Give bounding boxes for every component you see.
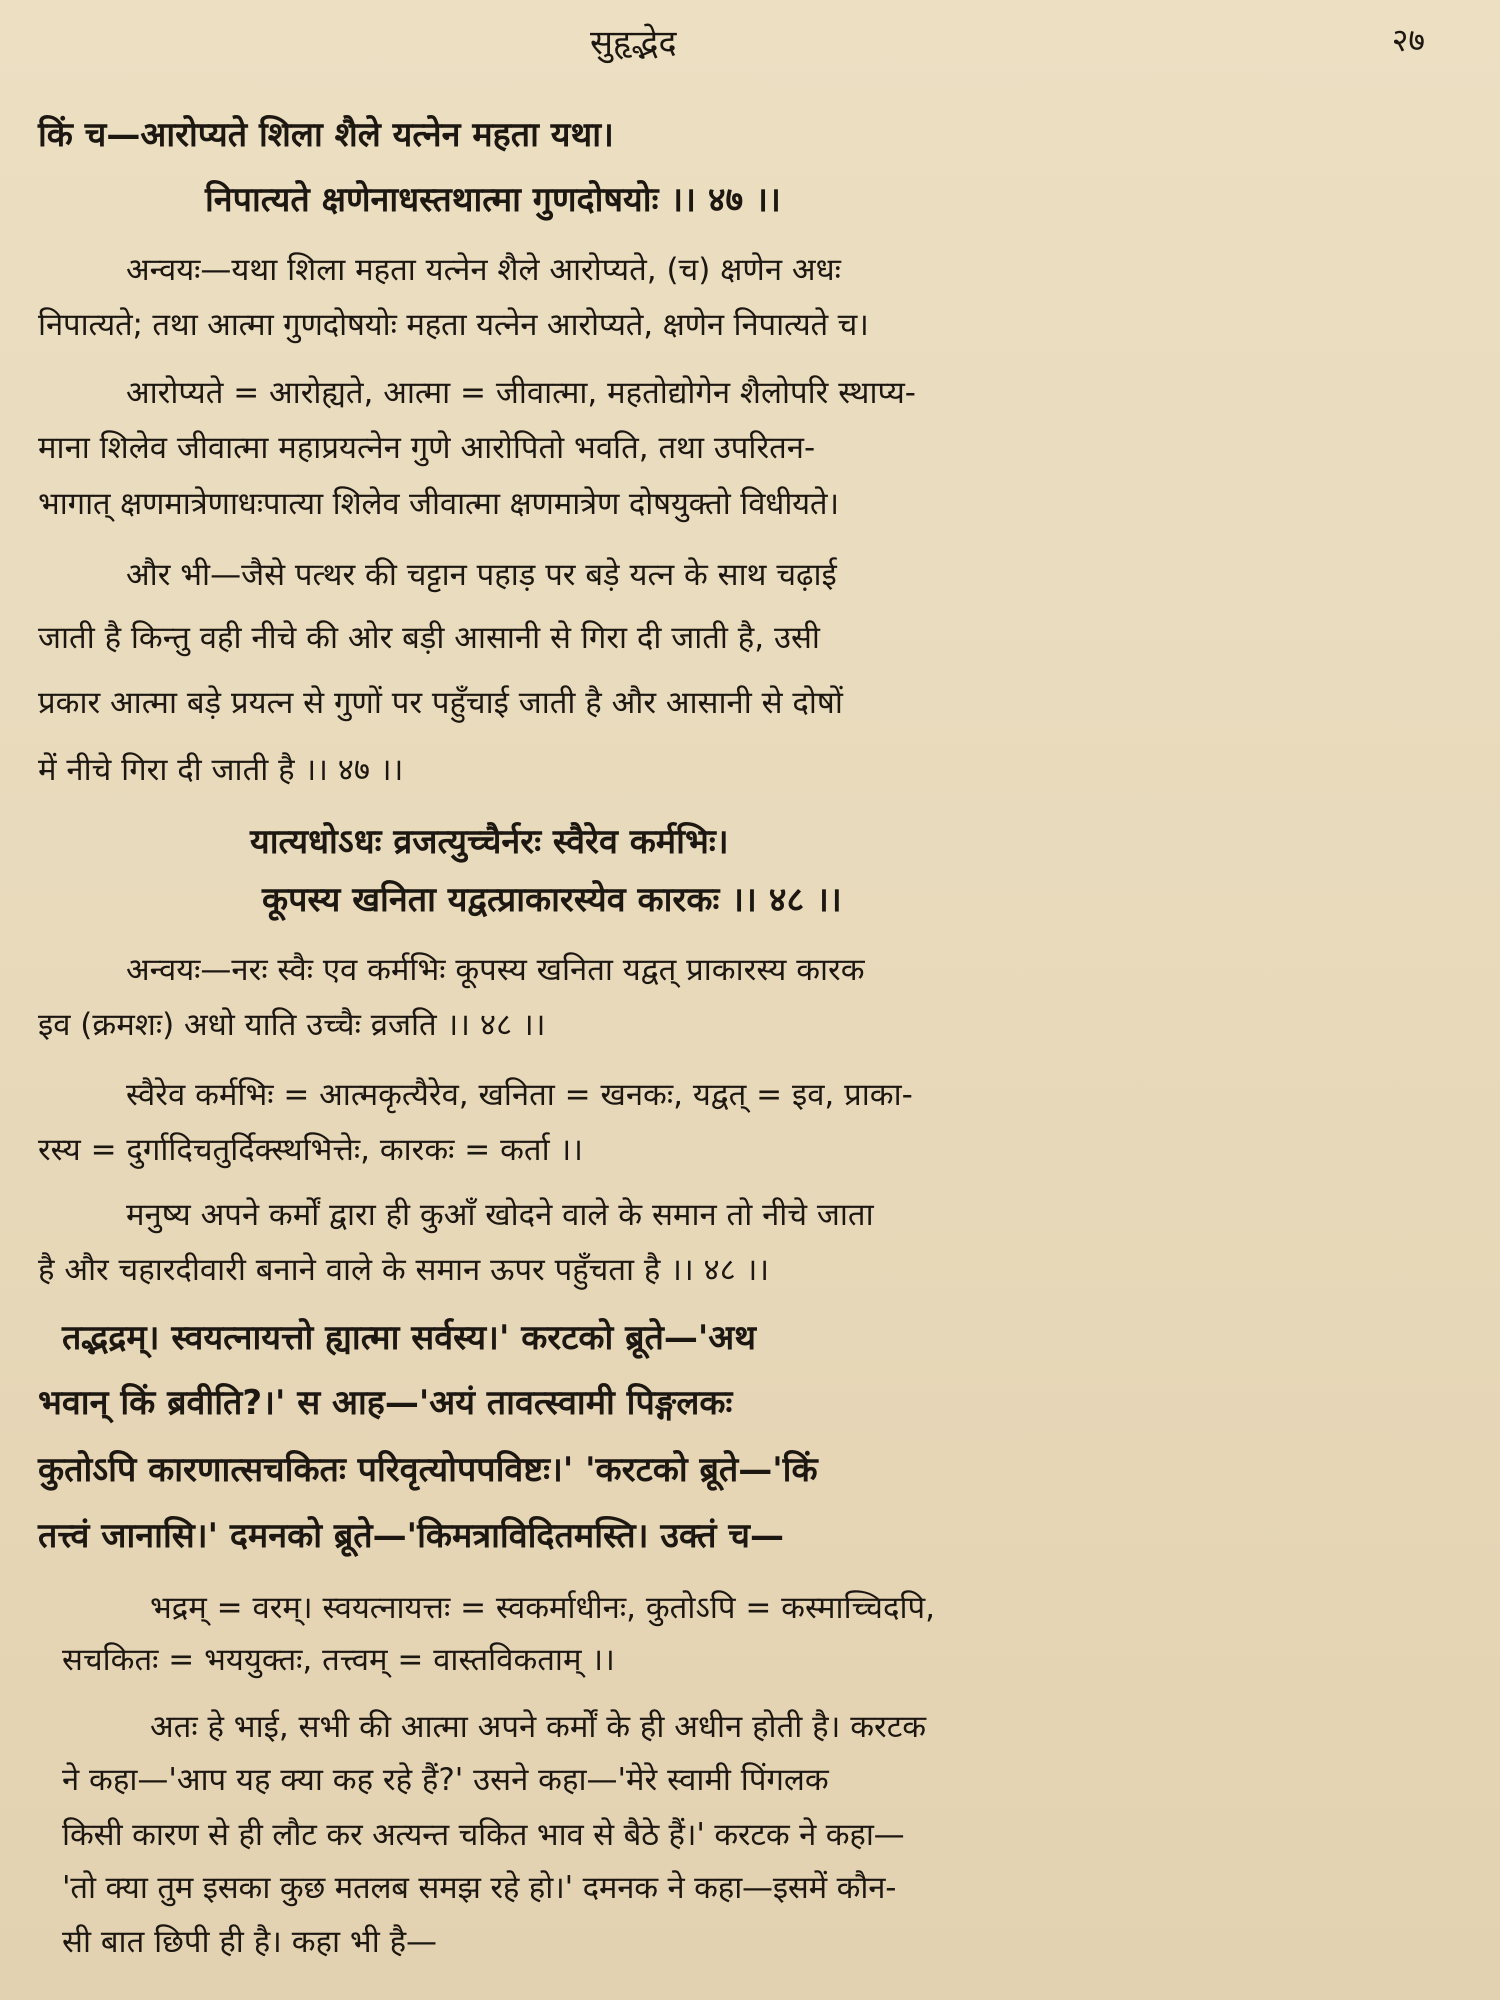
anvaya-48-line-1: अन्वयः—नरः स्वैः एव कर्मभिः कूपस्य खनिता यद्वत् प्राकारस्य कारक	[126, 952, 865, 988]
verse-47-line-1: किं च—आरोप्यते शिला शैले यत्नेन महता यथा।	[38, 115, 614, 155]
hindi-prose-line-4: 'तो क्या तुम इसका कुछ मतलब समझ रहे हो।' दमनक ने कहा—इसमें कौन-	[62, 1870, 897, 1906]
verse-47-line-2: निपात्यते क्षणेनाधस्तथात्मा गुणदोषयोः ।। ४७ ।।	[205, 180, 781, 220]
page-number: २७	[1391, 21, 1425, 59]
hindi-47-line-2: जाती है किन्तु वही नीचे की ओर बड़ी आसानी से गिरा दी जाती है, उसी	[38, 620, 820, 656]
hindi-prose-line-2: ने कहा—'आप यह क्या कह रहे हैं?' उसने कहा—'मेरे स्वामी पिंगलक	[62, 1762, 829, 1798]
hindi-prose-line-5: सी बात छिपी ही है। कहा भी है—	[62, 1924, 438, 1960]
hindi-prose-line-3: किसी कारण से ही लौट कर अत्यन्त चकित भाव से बैठे हैं।' करटक ने कहा—	[62, 1817, 905, 1853]
verse-48-line-2: कूपस्य खनिता यद्वत्प्राकारस्येव कारकः ।। ४८ ।।	[262, 880, 842, 920]
gloss-47-line-2: माना शिलेव जीवात्मा महाप्रयत्नेन गुणे आरोपितो भवति, तथा उपरितन-	[38, 430, 816, 466]
chapter-title: सुहृद्भेद	[590, 23, 677, 63]
anvaya-47-line-2: निपात्यते; तथा आत्मा गुणदोषयोः महता यत्नेन आरोप्यते, क्षणेन निपात्यते च।	[38, 307, 869, 343]
running-header	[0, 18, 1500, 68]
prose-line-3: कुतोऽपि कारणात्सचकितः परिवृत्योपपविष्टः।' 'करटको ब्रूते—'किं	[38, 1450, 818, 1490]
prose-gloss-line-1: भद्रम् = वरम्। स्वयत्नायत्तः = स्वकर्माधीनः, कुतोऽपि = कस्माच्चिदपि,	[150, 1590, 935, 1626]
anvaya-48-line-2: इव (क्रमशः) अधो याति उच्चैः व्रजति ।। ४८ ।।	[38, 1007, 546, 1043]
prose-line-2: भवान् किं ब्रवीति?।' स आह—'अयं तावत्स्वामी पिङ्गलकः	[38, 1383, 733, 1423]
hindi-prose-line-1: अतः हे भाई, सभी की आत्मा अपने कर्मों के ही अधीन होती है। करटक	[150, 1709, 927, 1745]
hindi-48-line-2: है और चहारदीवारी बनाने वाले के समान ऊपर पहुँचता है ।। ४८ ।।	[38, 1252, 770, 1288]
gloss-47-line-3: भागात् क्षणमात्रेणाधःपात्या शिलेव जीवात्मा क्षणमात्रेण दोषयुक्तो विधीयते।	[38, 486, 839, 522]
gloss-47-line-1: आरोप्यते = आरोह्यते, आत्मा = जीवात्मा, महतोद्योगेन शैलोपरि स्थाप्य-	[126, 375, 916, 411]
prose-line-1: तद्भद्रम्। स्वयत्नायत्तो ह्यात्मा सर्वस्य।' करटको ब्रूते—'अथ	[62, 1318, 757, 1358]
hindi-48-line-1: मनुष्य अपने कर्मों द्वारा ही कुआँ खोदने वाले के समान तो नीचे जाता	[126, 1197, 874, 1233]
anvaya-47-line-1: अन्वयः—यथा शिला महता यत्नेन शैले आरोप्यते, (च) क्षणेन अधः	[126, 252, 841, 288]
hindi-47-line-4: में नीचे गिरा दी जाती है ।। ४७ ।।	[38, 752, 404, 788]
hindi-47-line-1: और भी—जैसे पत्थर की चट्टान पहाड़ पर बड़े यत्न के साथ चढ़ाई	[126, 557, 837, 593]
hindi-47-line-3: प्रकार आत्मा बड़े प्रयत्न से गुणों पर पहुँचाई जाती है और आसानी से दोषों	[38, 685, 843, 721]
verse-48-line-1: यात्यधोऽधः व्रजत्युच्चैर्नरः स्वैरेव कर्मभिः।	[250, 822, 729, 862]
prose-gloss-line-2: सचकितः = भययुक्तः, तत्त्वम् = वास्तविकताम् ।।	[62, 1642, 615, 1678]
gloss-48-line-1: स्वैरेव कर्मभिः = आत्मकृत्यैरेव, खनिता = खनकः, यद्वत् = इव, प्राका-	[126, 1077, 913, 1113]
prose-line-4: तत्त्वं जानासि।' दमनको ब्रूते—'किमत्राविदितमस्ति। उक्तं च—	[38, 1516, 784, 1556]
gloss-48-line-2: रस्य = दुर्गादिचतुर्दिक्स्थभित्तेः, कारकः = कर्ता ।।	[38, 1132, 583, 1168]
